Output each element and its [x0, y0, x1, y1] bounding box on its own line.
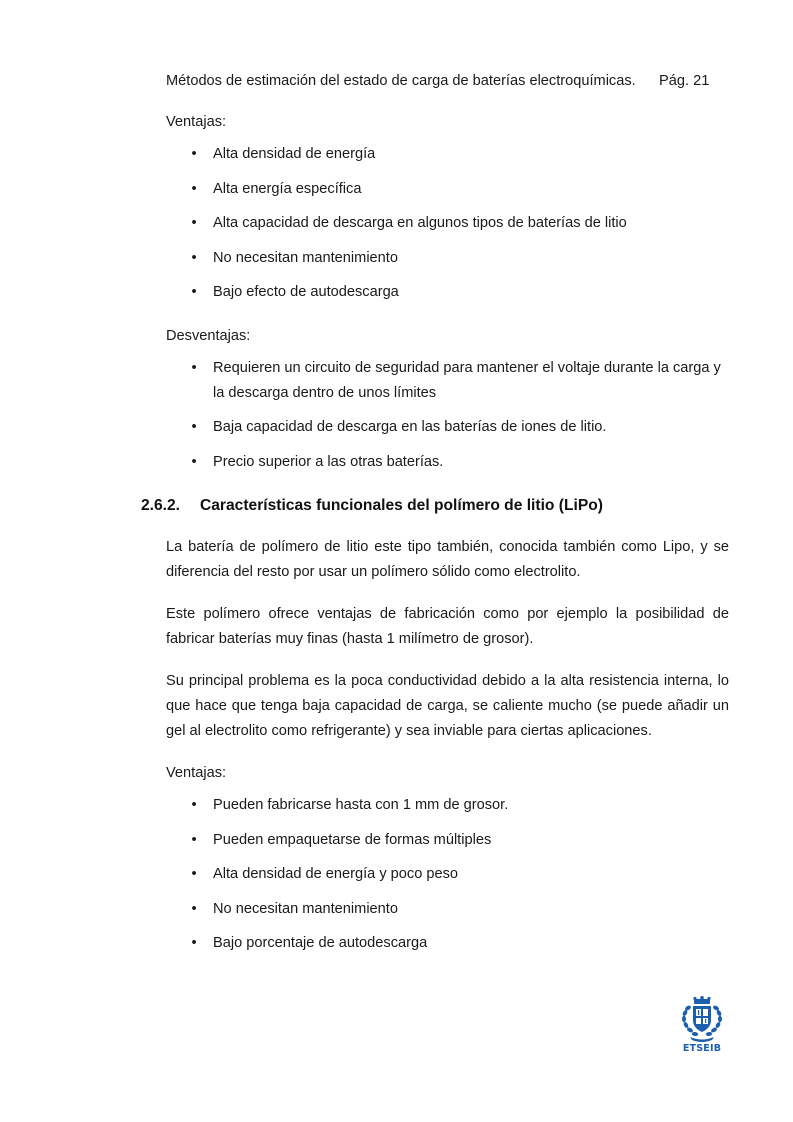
bullet-icon: • — [191, 180, 197, 197]
list-item — [166, 897, 729, 922]
list-item — [166, 246, 729, 271]
section-number: 2.6.2. — [141, 497, 181, 514]
list-item-text: Pueden fabricarse hasta con 1 mm de grosor. — [213, 797, 509, 813]
bullet-icon: • — [191, 359, 197, 376]
list-item-text: No necesitan mantenimiento — [213, 900, 398, 917]
list-item — [166, 280, 729, 305]
lipo-advantages-list — [166, 793, 729, 956]
bullet-icon: • — [191, 453, 197, 470]
bullet-icon: • — [191, 866, 197, 882]
list-item-text: Bajo efecto de autodescarga — [213, 284, 399, 300]
paragraph: La batería de polímero de litio este tipo también, conocida también como Lipo, y se diferencia del resto por usar un polímero sólido como electrolito. — [166, 539, 729, 580]
bullet-icon: • — [191, 249, 197, 266]
advantages-list — [166, 142, 729, 305]
list-item-text: Requieren un circuito de seguridad para mantener el voltaje durante la carga y la descarga dentro de unos límites — [213, 359, 721, 401]
page-number: Pág. 21 — [659, 73, 710, 89]
advantages-label: Ventajas: — [166, 765, 227, 781]
list-item-text: Alta densidad de energía — [213, 146, 376, 162]
bullet-icon: • — [191, 419, 197, 435]
bullet-icon: • — [191, 146, 197, 162]
list-item-text: No necesitan mantenimiento — [213, 249, 398, 266]
bullet-icon: • — [191, 215, 197, 231]
list-item-text: Pueden empaquetarse de formas múltiples — [213, 831, 492, 848]
page-header — [166, 69, 711, 94]
list-item-text: Baja capacidad de descarga en las baterías de iones de litio. — [213, 419, 607, 435]
list-item — [166, 142, 729, 167]
paragraph: Su principal problema es la poca conductividad debido a la alta resistencia interna, lo que hace que tenga baja capacidad de carga, se caliente mucho (se puede añadir un gel al electrolito como refrigerante) y sea inviable para ciertas aplicaciones. — [166, 673, 729, 739]
list-item — [166, 177, 729, 202]
section-heading — [141, 493, 729, 518]
list-item-text: Alta capacidad de descarga en algunos tipos de baterías de litio — [213, 215, 627, 231]
bullet-icon: • — [191, 797, 197, 813]
list-item — [166, 450, 729, 475]
paragraph: Este polímero ofrece ventajas de fabricación como por ejemplo la posibilidad de fabricar baterías muy finas (hasta 1 milímetro de grosor). — [166, 606, 729, 647]
section-title: Características funcionales del polímero de litio (LiPo) — [200, 497, 603, 514]
crest-icon — [676, 996, 728, 1044]
page-content — [141, 110, 729, 966]
logo-text: ETSEIB — [682, 1043, 722, 1054]
disadvantages-label: Desventajas: — [166, 327, 251, 344]
advantages-label: Ventajas: — [166, 114, 227, 130]
bullet-icon: • — [191, 831, 197, 848]
list-item — [166, 862, 729, 887]
list-item — [166, 931, 729, 956]
header-title: Métodos de estimación del estado de carga de baterías electroquímicas. — [166, 73, 636, 89]
list-item — [166, 793, 729, 818]
bullet-icon: • — [191, 900, 197, 917]
etseib-logo — [676, 996, 728, 1058]
bullet-icon: • — [191, 284, 197, 300]
list-item — [166, 828, 729, 853]
list-item — [166, 211, 729, 236]
disadvantages-list — [166, 356, 729, 475]
list-item — [166, 356, 729, 406]
list-item — [166, 415, 729, 440]
list-item-text: Alta energía específica — [213, 180, 362, 197]
bullet-icon: • — [191, 935, 197, 951]
list-item-text: Alta densidad de energía y poco peso — [213, 866, 459, 882]
list-item-text: Precio superior a las otras baterías. — [213, 453, 444, 470]
list-item-text: Bajo porcentaje de autodescarga — [213, 935, 428, 951]
